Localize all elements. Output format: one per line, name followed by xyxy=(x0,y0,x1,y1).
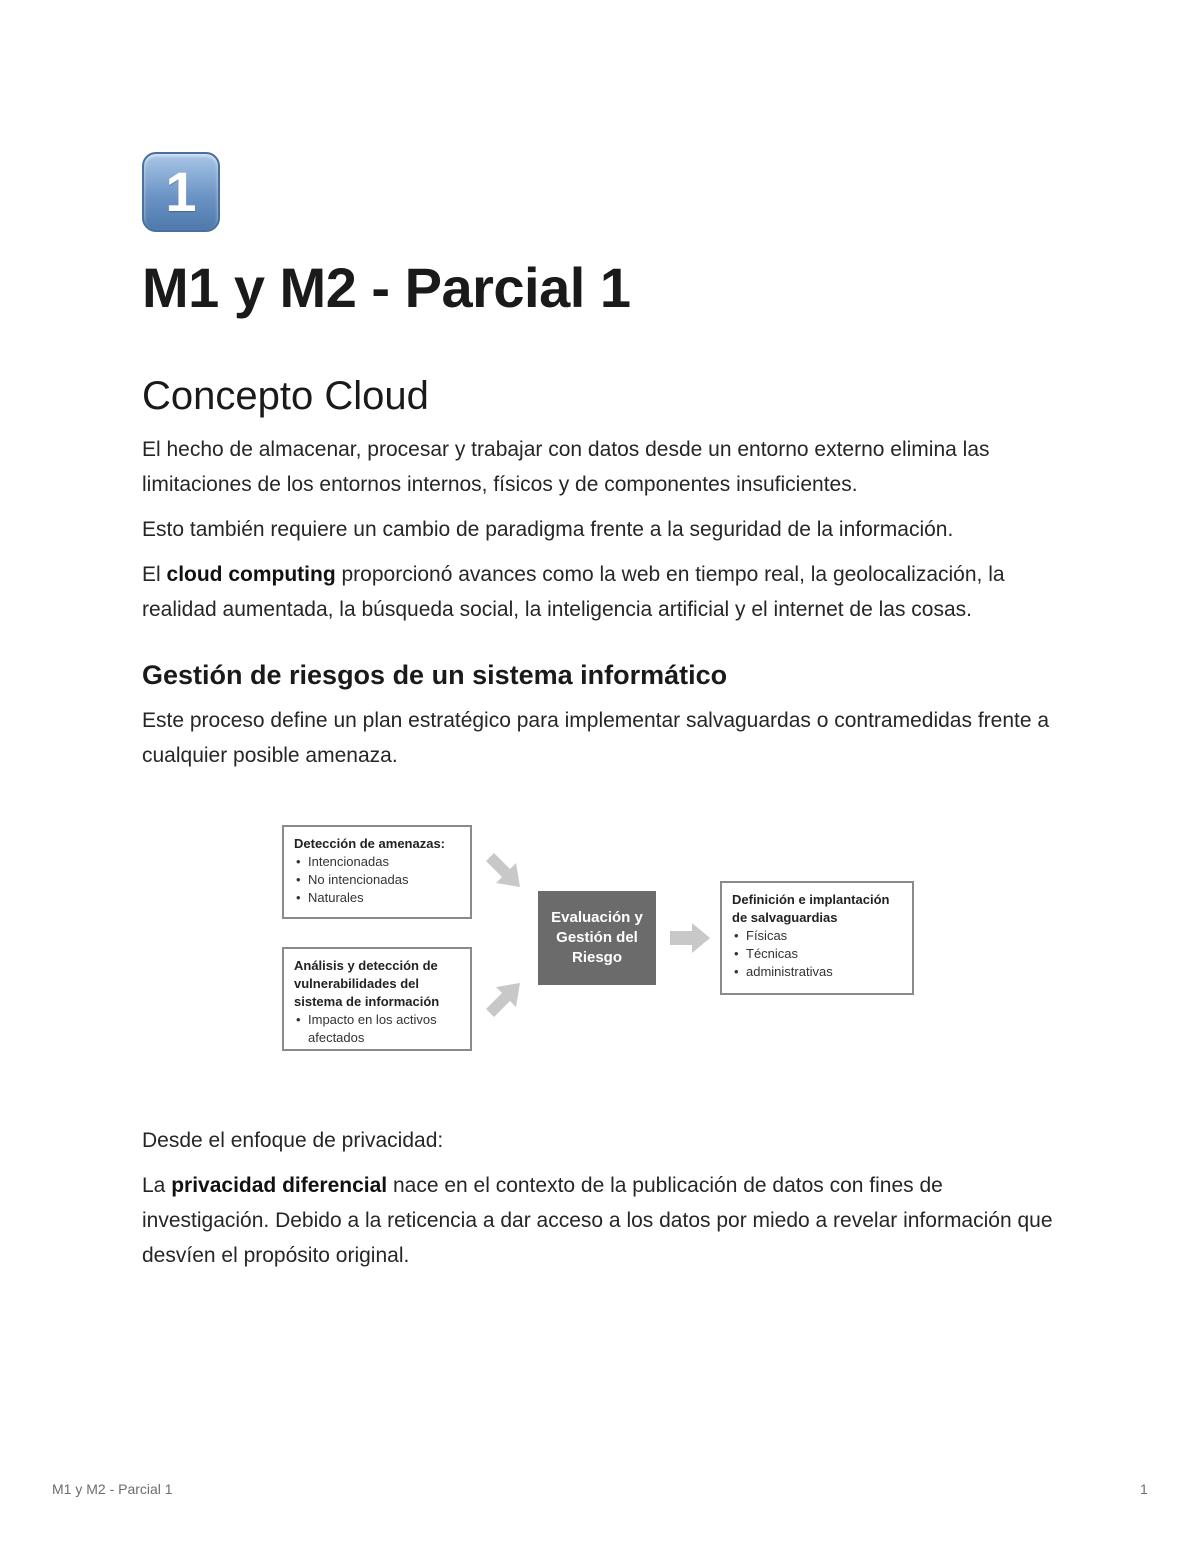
bold-term: cloud computing xyxy=(166,563,336,586)
list-item: • Técnicas xyxy=(746,945,902,963)
diagram-box-vulnerability-analysis xyxy=(282,947,472,1051)
text-run: proporcionó avances como la web en tiempo real, la geolocalización, la realidad aumentada, la búsqueda social, la inteligencia artificial y el internet de las cosas. xyxy=(142,563,1005,621)
section-heading-gestion-riesgos: Gestión de riesgos de un sistema informático xyxy=(142,660,728,690)
keycap-one-icon xyxy=(142,152,220,232)
risk-management-diagram xyxy=(282,825,922,1065)
paragraph: El hecho de almacenar, procesar y trabajar con datos desde un entorno externo elimina las limitaciones de los entornos internos, físicos y de componentes insuficientes. xyxy=(142,438,990,496)
arrow-right-icon xyxy=(668,921,712,955)
list-item: • Intencionadas xyxy=(308,853,460,871)
text-run: La xyxy=(142,1174,172,1197)
diagram-box-list xyxy=(294,1011,460,1047)
bold-term: privacidad diferencial xyxy=(171,1174,388,1197)
paragraph: Este proceso define un plan estratégico para implementar salvaguardas o contramedidas frente a cualquier posible amenaza. xyxy=(142,709,1050,767)
paragraph xyxy=(142,1168,1072,1273)
list-item: • administrativas xyxy=(746,963,902,981)
list-item: • No intencionadas xyxy=(308,871,460,889)
list-item: • Impacto en los activos afectados xyxy=(308,1011,460,1047)
diagram-box-title: Definición e implantación de salvaguardias xyxy=(732,892,890,925)
diagram-box-safeguards xyxy=(720,881,914,995)
diagram-box-list xyxy=(294,853,460,907)
diagram-box-threat-detection xyxy=(282,825,472,919)
arrow-up-right-icon xyxy=(482,977,526,1021)
footer-document-title: M1 y M2 - Parcial 1 xyxy=(52,1481,173,1497)
diagram-box-title: Análisis y detección de vulnerabilidades del sistema de información xyxy=(294,958,440,1009)
paragraph xyxy=(142,557,1072,627)
paragraph: Desde el enfoque de privacidad: xyxy=(142,1129,444,1152)
diagram-box-list xyxy=(732,927,902,981)
badge-digit: 1 xyxy=(165,160,197,223)
page-content xyxy=(142,152,1072,1273)
list-item: • Físicas xyxy=(746,927,902,945)
diagram-box-title: Detección de amenazas: xyxy=(294,836,446,851)
text-run: nace en el contexto de la publicación de datos con fines de investigación. Debido a la reticencia a dar acceso a los datos por miedo a revelar información que desvíen el propósito original. xyxy=(142,1174,1053,1267)
section-heading-concepto-cloud: Concepto Cloud xyxy=(142,374,429,418)
page-title: M1 y M2 - Parcial 1 xyxy=(142,256,631,319)
text-run: El xyxy=(142,563,167,586)
arrow-down-right-icon xyxy=(482,849,526,893)
paragraph: Esto también requiere un cambio de paradigma frente a la seguridad de la información. xyxy=(142,518,954,541)
diagram-center-risk-evaluation: Evaluación y Gestión del Riesgo xyxy=(538,891,656,985)
footer-page-number: 1 xyxy=(1140,1481,1148,1497)
list-item: • Naturales xyxy=(308,889,460,907)
